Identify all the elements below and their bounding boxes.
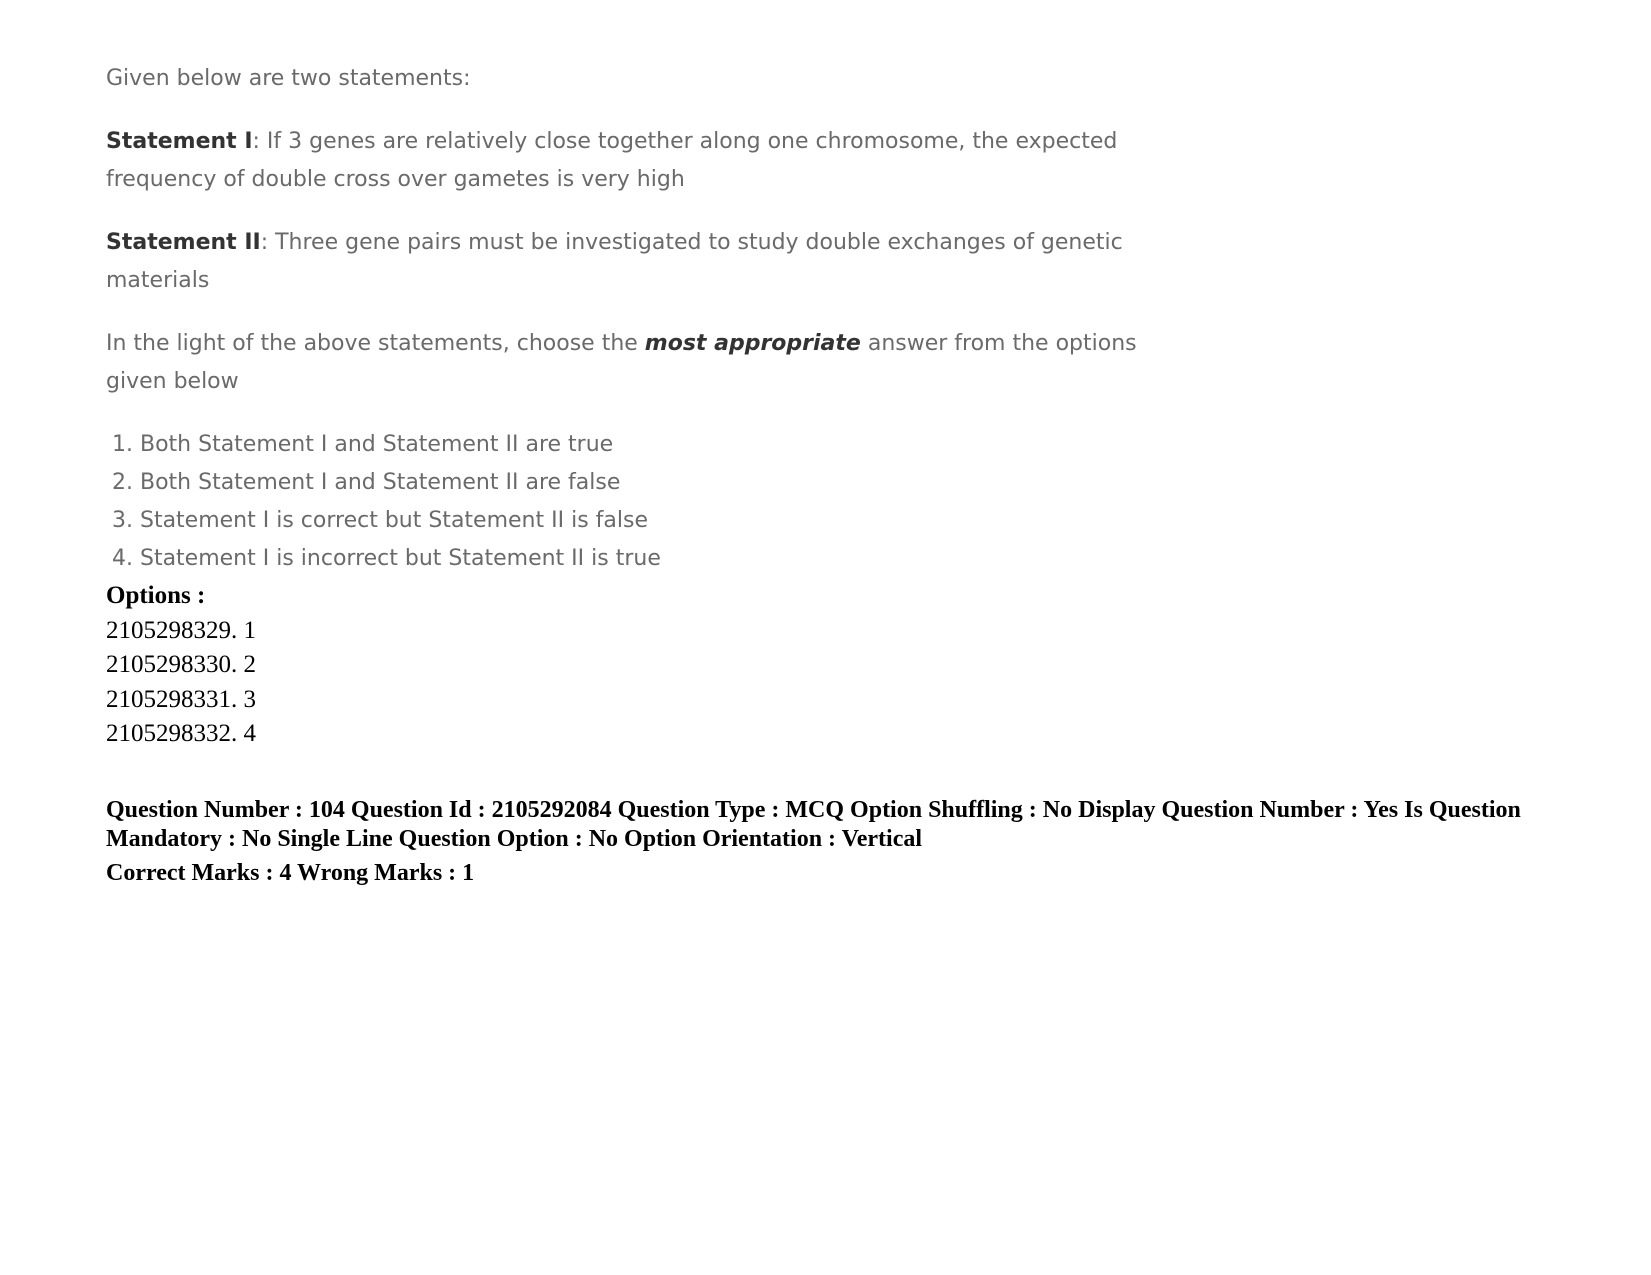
question-prompt — [106, 325, 1186, 401]
statement-one-label: Statement I — [106, 129, 253, 154]
choice-item: 1. Both Statement I and Statement II are true — [112, 432, 614, 457]
prompt-emphasis: most appropriate — [644, 331, 861, 356]
question-info — [106, 796, 1546, 888]
statement-two-label: Statement II — [106, 230, 261, 255]
options-block — [106, 579, 256, 752]
choice-item: 2. Both Statement I and Statement II are false — [112, 470, 621, 495]
question-image — [106, 60, 1186, 578]
options-label: Options : — [106, 582, 206, 609]
answer-choices — [106, 426, 1186, 578]
marks-info: Correct Marks : 4 Wrong Marks : 1 — [106, 860, 475, 886]
choice-item: 3. Statement I is correct but Statement II is false — [112, 508, 648, 533]
statement-two — [106, 224, 1186, 300]
statement-one — [106, 123, 1186, 199]
question-intro: Given below are two statements: — [106, 66, 471, 91]
option-item: 2105298331. 3 — [106, 685, 256, 713]
option-item: 2105298329. 1 — [106, 616, 256, 644]
option-item: 2105298330. 2 — [106, 651, 256, 678]
prompt-before: In the light of the above statements, choose the — [106, 331, 645, 356]
choice-item: 4. Statement I is incorrect but Statement II is true — [112, 546, 661, 571]
prompt-after: answer from the options given below — [106, 331, 1137, 394]
option-item: 2105298332. 4 — [106, 720, 256, 747]
statement-one-text: : If 3 genes are relatively close together along one chromosome, the expected frequency of double cross over gametes is very high — [106, 129, 1118, 192]
question-metadata: Question Number : 104 Question Id : 2105292084 Question Type : MCQ Option Shuffling : No Display Question Number : Yes Is Question Mandatory : No Single Line Question Option : No Option Orientation : Vertical — [106, 797, 1521, 852]
statement-two-text: : Three gene pairs must be investigated to study double exchanges of genetic materials — [106, 230, 1123, 293]
